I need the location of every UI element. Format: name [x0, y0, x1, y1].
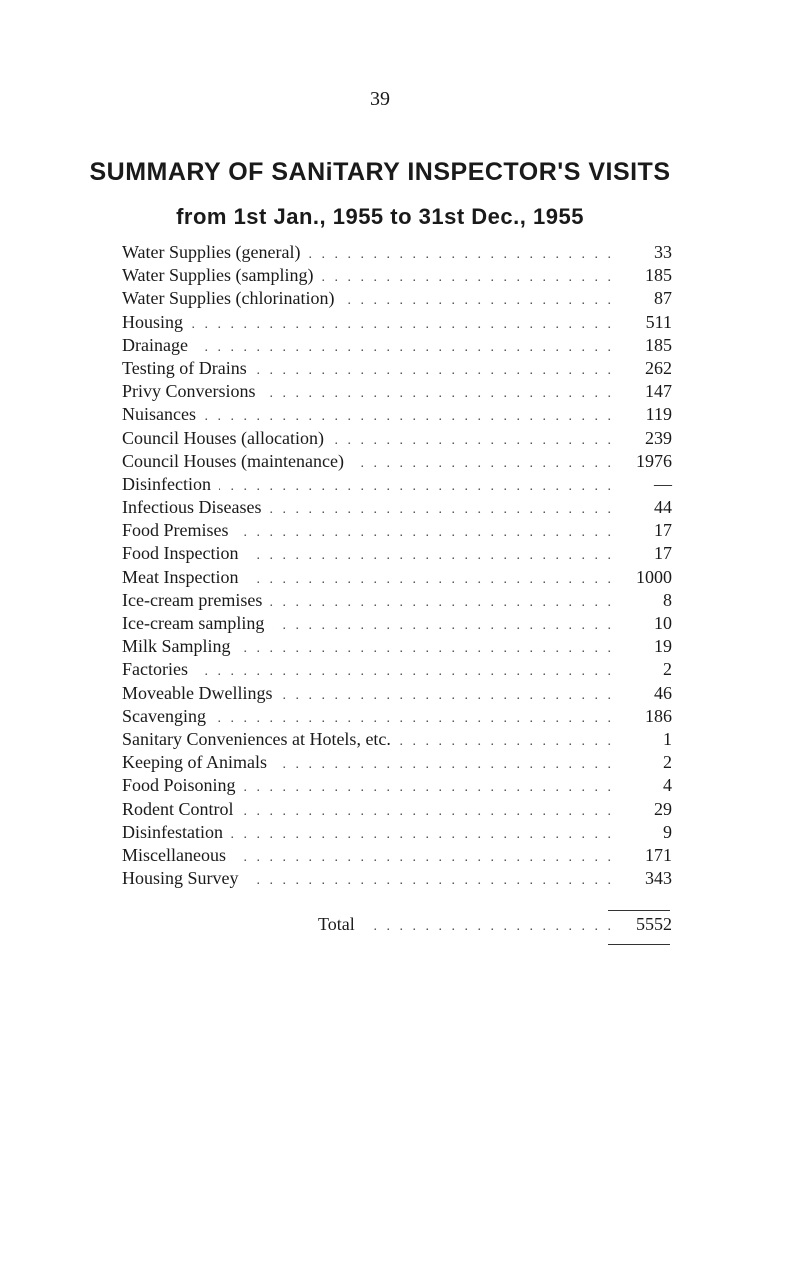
visits-table	[122, 241, 672, 890]
row-label: Drainage	[122, 334, 188, 355]
row-value: 2	[663, 752, 672, 773]
row-label: Keeping of Animals	[122, 752, 267, 773]
row-leaders	[196, 660, 614, 683]
row-label: Food Poisoning	[122, 775, 236, 796]
row-leaders	[332, 429, 614, 452]
row-leaders	[247, 544, 615, 567]
row-value: 46	[654, 682, 672, 703]
row-label: Council Houses (allocation)	[122, 427, 324, 448]
row-leaders	[399, 730, 614, 753]
row-label: Food Inspection	[122, 543, 239, 564]
row-label: Ice-cream sampling	[122, 613, 265, 633]
table-row	[122, 403, 672, 426]
row-value: 29	[654, 798, 672, 819]
row-value: 4	[663, 775, 672, 796]
table-row	[122, 728, 672, 751]
table-row	[122, 867, 672, 890]
page-subtitle: from 1st Jan., 1955 to 31st Dec., 1955	[176, 204, 584, 229]
row-label: Council Houses (maintenance)	[122, 450, 344, 471]
table-row	[122, 566, 672, 589]
row-leaders	[214, 707, 614, 730]
row-value: 239	[645, 427, 672, 448]
table-row	[122, 542, 672, 565]
table-row	[122, 241, 672, 264]
row-leaders	[280, 684, 614, 707]
row-value: 343	[645, 868, 672, 889]
row-label: Housing Survey	[122, 868, 239, 889]
row-label: Milk Sampling	[122, 636, 231, 657]
row-label: Moveable Dwellings	[122, 682, 273, 703]
row-label: Water Supplies (general)	[122, 242, 301, 262]
table-row	[122, 473, 672, 496]
row-label: Water Supplies (chlorination)	[122, 288, 335, 309]
table-row	[122, 427, 672, 450]
table-row	[122, 287, 672, 310]
row-value: 186	[645, 705, 672, 726]
row-value: 9	[663, 821, 672, 842]
row-leaders	[275, 753, 614, 776]
row-value: 185	[645, 265, 672, 286]
row-label: Miscellaneous	[122, 844, 226, 865]
table-row	[122, 798, 672, 821]
table-row	[122, 682, 672, 705]
row-label: Scavenging	[122, 705, 206, 726]
row-value: 262	[645, 357, 672, 378]
row-label: Food Premises	[122, 520, 229, 541]
row-label: Factories	[122, 659, 188, 680]
row-value: 147	[645, 381, 672, 402]
table-row	[122, 774, 672, 797]
row-leaders	[239, 637, 614, 660]
row-leaders	[308, 243, 614, 266]
row-label: Disinfestation	[122, 821, 223, 842]
row-label: Ice-cream premises	[122, 589, 263, 610]
row-value: —	[654, 473, 672, 494]
row-value: 8	[663, 589, 672, 610]
total-rule-top	[608, 910, 670, 911]
table-row	[122, 264, 672, 287]
table-row	[122, 334, 672, 357]
total-value: 5552	[636, 914, 672, 934]
table-row	[122, 311, 672, 334]
row-value: 171	[645, 844, 672, 865]
table-row	[122, 450, 672, 473]
row-value: 10	[654, 613, 672, 633]
total-row	[122, 914, 672, 935]
row-leaders	[234, 846, 614, 869]
total-rule-bottom	[608, 944, 670, 945]
row-label: Privy Conversions	[122, 381, 256, 402]
row-leaders	[204, 405, 614, 428]
row-leaders	[247, 869, 615, 892]
row-label: Sanitary Conveniences at Hotels, etc.	[122, 728, 391, 749]
row-value: 511	[645, 311, 672, 332]
row-leaders	[237, 521, 614, 544]
row-leaders	[231, 823, 614, 846]
table-row	[122, 519, 672, 542]
row-leaders	[219, 475, 614, 498]
row-label: Housing	[122, 311, 184, 332]
row-value: 1976	[636, 450, 672, 471]
row-leaders	[264, 382, 614, 405]
row-value: 87	[654, 288, 672, 309]
row-value: 2	[663, 659, 672, 680]
row-label: Infectious Diseases	[122, 497, 262, 518]
row-leaders	[255, 359, 614, 382]
row-value: 17	[654, 543, 672, 564]
table-row	[122, 821, 672, 844]
row-leaders	[191, 313, 614, 336]
row-value: 1	[663, 728, 672, 749]
table-row	[122, 380, 672, 403]
table-row	[122, 658, 672, 681]
page-number: 39	[370, 88, 390, 110]
row-leaders	[242, 800, 615, 823]
total-leaders	[365, 919, 614, 935]
row-value: 185	[645, 334, 672, 355]
table-row	[122, 705, 672, 728]
row-label: Nuisances	[122, 404, 196, 425]
table-row	[122, 844, 672, 867]
row-value: 119	[645, 404, 672, 425]
table-row	[122, 612, 672, 635]
row-leaders	[343, 289, 615, 312]
row-label: Water Supplies (sampling)	[122, 265, 314, 286]
table-row	[122, 496, 672, 519]
row-leaders	[322, 266, 614, 289]
row-label: Rodent Control	[122, 798, 234, 819]
row-leaders	[270, 591, 614, 614]
row-label: Disinfection	[122, 473, 211, 494]
row-leaders	[196, 336, 614, 359]
row-leaders	[244, 776, 614, 799]
table-row	[122, 751, 672, 774]
row-leaders	[269, 498, 614, 521]
row-value: 44	[654, 497, 672, 518]
page-title: SUMMARY OF SANiTARY INSPECTOR'S VISITS	[89, 158, 671, 186]
row-value: 17	[654, 520, 672, 541]
row-value: 1000	[636, 566, 672, 587]
table-row	[122, 635, 672, 658]
table-row	[122, 357, 672, 380]
row-label: Meat Inspection	[122, 566, 239, 587]
row-label: Testing of Drains	[122, 357, 247, 378]
row-leaders	[352, 452, 614, 475]
total-label: Total	[318, 914, 355, 934]
table-row	[122, 589, 672, 612]
row-value: 19	[654, 636, 672, 657]
row-leaders	[272, 614, 614, 637]
row-leaders	[246, 568, 614, 591]
row-value: 33	[654, 242, 672, 262]
